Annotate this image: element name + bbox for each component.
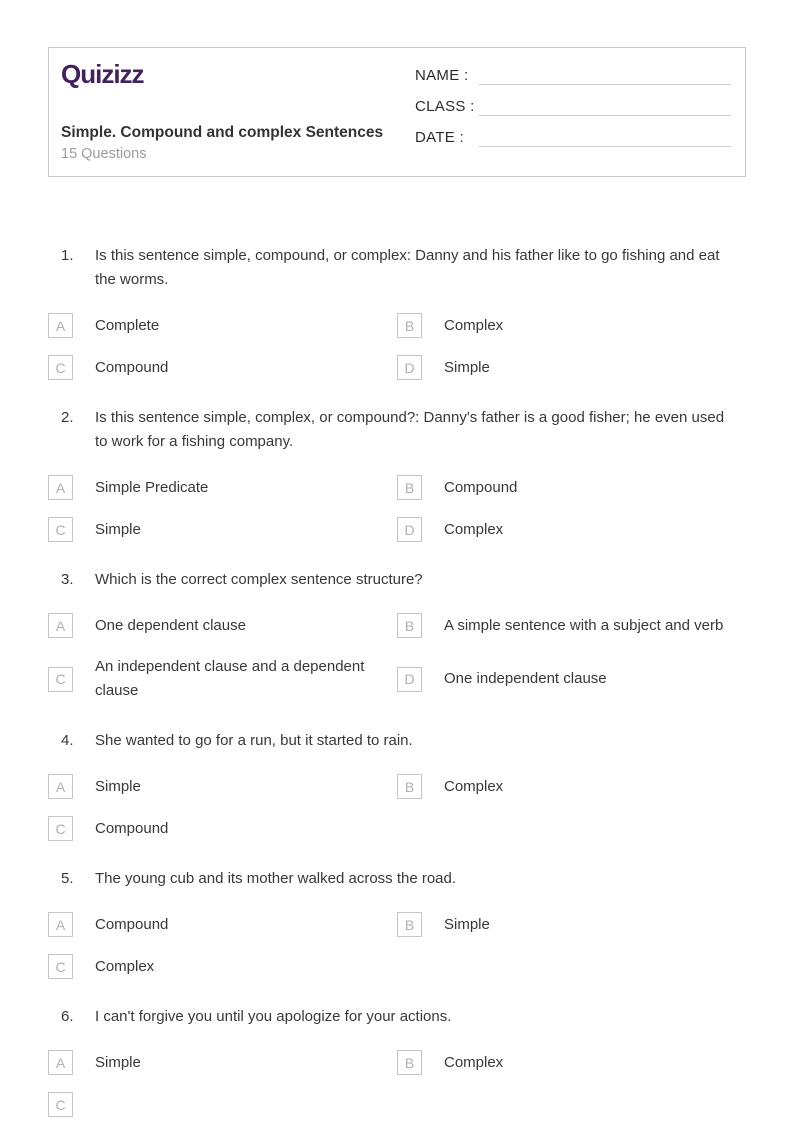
date-input-line[interactable] <box>479 128 731 147</box>
question-number: 4. <box>61 732 74 749</box>
option-label: Complex <box>444 520 504 538</box>
option-letter-box[interactable]: D <box>397 667 422 692</box>
option-letter-box[interactable]: D <box>397 355 422 380</box>
option-letter-box[interactable]: C <box>48 667 73 692</box>
answer-option <box>48 816 397 841</box>
header-left <box>61 61 383 164</box>
option-letter-box[interactable]: B <box>397 912 422 937</box>
option-letter-box[interactable]: C <box>48 1092 73 1117</box>
option-letter-box[interactable]: B <box>397 774 422 799</box>
option-label: Simple <box>95 1053 141 1071</box>
answer-option <box>48 1092 397 1117</box>
option-label: Simple <box>444 915 490 933</box>
questions-list <box>48 244 748 1123</box>
question-block <box>48 729 748 841</box>
option-letter-box[interactable]: A <box>48 313 73 338</box>
quiz-title: Simple. Compound and complex Sentences <box>61 124 384 142</box>
option-letter-box[interactable]: C <box>48 517 73 542</box>
question-number: 6. <box>61 1008 74 1025</box>
question-text: Is this sentence simple, complex, or compound?: Danny's father is a good fisher; he even used to work for a fishing company. <box>95 409 725 450</box>
class-input-line[interactable] <box>479 97 731 116</box>
question-number: 3. <box>61 571 74 588</box>
name-input-line[interactable] <box>479 66 731 85</box>
question-number: 2. <box>61 409 74 426</box>
option-label: An independent clause and a dependent clause <box>95 658 365 699</box>
answer-option <box>48 1050 397 1075</box>
question-row <box>48 244 748 292</box>
answer-option <box>48 313 397 338</box>
question-text: I can't forgive you until you apologize for your actions. <box>95 1008 452 1025</box>
option-label: Compound <box>444 478 518 496</box>
date-field-row <box>415 128 731 147</box>
question-row <box>48 867 748 891</box>
question-text: Which is the correct complex sentence structure? <box>95 571 423 588</box>
options-grid <box>48 912 748 979</box>
answer-option <box>48 613 397 638</box>
option-letter-box[interactable]: B <box>397 1050 422 1075</box>
option-label: Simple <box>444 358 490 376</box>
options-grid <box>48 475 748 542</box>
question-row <box>48 568 748 592</box>
answer-option <box>48 774 397 799</box>
option-label: Simple Predicate <box>95 478 209 496</box>
question-number: 1. <box>61 247 74 264</box>
answer-option <box>397 475 748 500</box>
option-letter-box[interactable]: B <box>397 313 422 338</box>
option-label: A simple sentence with a subject and verb <box>444 616 724 634</box>
option-label: Complex <box>95 957 155 975</box>
question-text: Is this sentence simple, compound, or complex: Danny and his father like to go fishing and eat the worms. <box>95 247 720 288</box>
answer-option <box>48 912 397 937</box>
option-letter-box[interactable]: A <box>48 774 73 799</box>
question-block <box>48 867 748 979</box>
option-label: Simple <box>95 520 141 538</box>
option-label: One independent clause <box>444 670 607 687</box>
class-field-row <box>415 97 731 116</box>
question-row <box>48 406 748 454</box>
option-label: Compound <box>95 358 169 376</box>
answer-option <box>48 355 397 380</box>
option-label: Compound <box>95 915 169 933</box>
name-label: NAME : <box>415 67 469 84</box>
answer-option <box>48 517 397 542</box>
answer-option <box>397 667 748 692</box>
question-block <box>48 568 748 703</box>
options-grid <box>48 774 748 841</box>
option-letter-box[interactable]: A <box>48 613 73 638</box>
options-grid <box>48 313 748 380</box>
answer-option <box>397 774 748 799</box>
name-field-row <box>415 66 731 85</box>
option-letter-box[interactable]: A <box>48 912 73 937</box>
option-letter-box[interactable]: B <box>397 475 422 500</box>
quizizz-logo: Quizizz <box>61 59 144 89</box>
answer-option <box>48 475 397 500</box>
title-wrap <box>61 123 383 164</box>
option-label: Complex <box>444 1053 504 1071</box>
option-letter-box[interactable]: C <box>48 816 73 841</box>
question-block <box>48 1005 748 1117</box>
header-fields <box>415 61 731 164</box>
answer-option <box>397 912 748 937</box>
question-row <box>48 729 748 753</box>
answer-option <box>48 655 397 703</box>
option-letter-box[interactable]: B <box>397 613 422 638</box>
option-letter-box[interactable]: C <box>48 954 73 979</box>
answer-option <box>397 613 748 638</box>
option-label: One dependent clause <box>95 616 246 634</box>
question-text: The young cub and its mother walked across the road. <box>95 870 457 887</box>
options-grid <box>48 613 748 703</box>
answer-option <box>48 954 397 979</box>
options-grid <box>48 1050 748 1117</box>
option-label: Complete <box>95 316 160 334</box>
option-label: Compound <box>95 819 169 837</box>
option-letter-box[interactable]: A <box>48 475 73 500</box>
class-label: CLASS : <box>415 98 475 115</box>
question-number: 5. <box>61 870 74 887</box>
question-block <box>48 406 748 542</box>
answer-option <box>397 355 748 380</box>
answer-option <box>397 1050 748 1075</box>
answer-option <box>397 517 748 542</box>
option-label: Simple <box>95 777 141 795</box>
date-label: DATE : <box>415 129 465 146</box>
question-count: 15 Questions <box>61 146 147 163</box>
option-label: Complex <box>444 777 504 795</box>
question-text: She wanted to go for a run, but it started to rain. <box>95 732 413 749</box>
question-block <box>48 244 748 380</box>
option-letter-box[interactable]: A <box>48 1050 73 1075</box>
option-letter-box[interactable]: C <box>48 355 73 380</box>
option-letter-box[interactable]: D <box>397 517 422 542</box>
question-row <box>48 1005 748 1029</box>
worksheet-header <box>48 47 746 177</box>
option-label: Complex <box>444 316 504 334</box>
answer-option <box>397 313 748 338</box>
